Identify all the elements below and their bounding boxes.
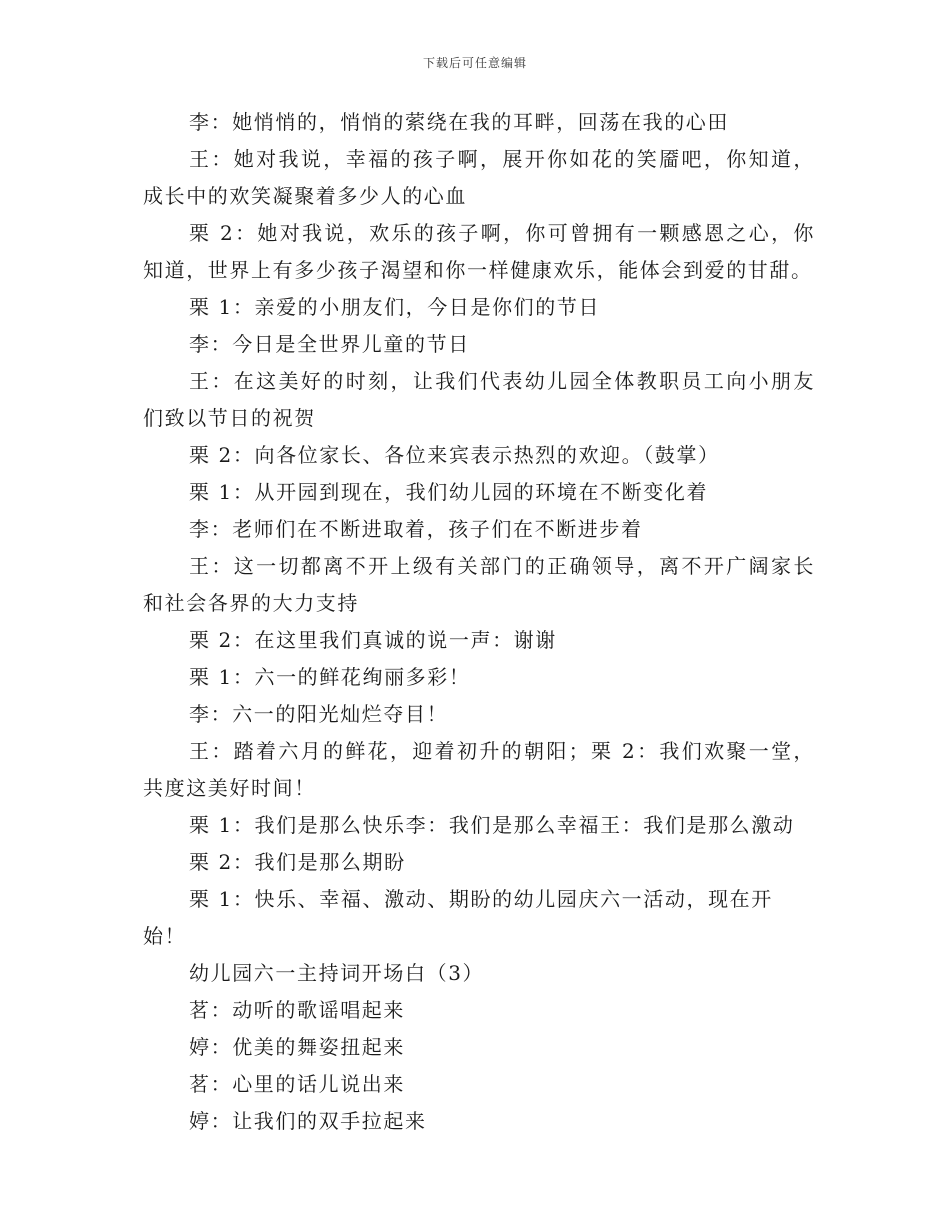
paragraph: 李：老师们在不断进取着，孩子们在不断进步着 bbox=[189, 517, 643, 541]
paragraph: 栗 1：我们是那么快乐李：我们是那么幸福王：我们是那么激动 bbox=[189, 813, 795, 837]
paragraph: 栗 2：向各位家长、各位来宾表示热烈的欢迎。（鼓掌） bbox=[189, 443, 720, 467]
page-header: 下载后可任意编辑 bbox=[422, 56, 527, 70]
document-body bbox=[143, 104, 815, 1140]
paragraph: 王：她对我说，幸福的孩子啊，展开你如花的笑靥吧，你知道，成长中的欢笑凝聚着多少人的心血 bbox=[143, 147, 815, 208]
paragraph: 王：在这美好的时刻，让我们代表幼儿园全体教职员工向小朋友们致以节日的祝贺 bbox=[143, 369, 815, 430]
paragraph: 栗 2：我们是那么期盼 bbox=[189, 850, 406, 874]
paragraph: 王：踏着六月的鲜花，迎着初升的朝阳；栗 2：我们欢聚一堂，共度这美好时间！ bbox=[143, 739, 815, 800]
paragraph: 婷：让我们的双手拉起来 bbox=[189, 1109, 427, 1133]
paragraph: 栗 2：她对我说，欢乐的孩子啊，你可曾拥有一颗感恩之心，你知道，世界上有多少孩子渴望和你一样健康欢乐，能体会到爱的甘甜。 bbox=[143, 221, 815, 282]
paragraph: 栗 1：六一的鲜花绚丽多彩！ bbox=[189, 665, 471, 689]
paragraph: 栗 1：快乐、幸福、激动、期盼的幼儿园庆六一活动，现在开始！ bbox=[143, 887, 773, 948]
paragraph: 王：这一切都离不开上级有关部门的正确领导，离不开广阔家长和社会各界的大力支持 bbox=[143, 554, 815, 615]
paragraph: 茗：动听的歌谣唱起来 bbox=[189, 998, 405, 1022]
paragraph: 栗 1：从开园到现在，我们幼儿园的环境在不断变化着 bbox=[189, 480, 709, 504]
paragraph: 茗：心里的话儿说出来 bbox=[189, 1072, 405, 1096]
paragraph: 李：她悄悄的，悄悄的萦绕在我的耳畔，回荡在我的心田 bbox=[189, 110, 729, 134]
paragraph: 李：六一的阳光灿烂夺目！ bbox=[189, 702, 449, 726]
paragraph: 栗 2：在这里我们真诚的说一声：谢谢 bbox=[189, 628, 557, 652]
section-heading: 幼儿园六一主持词开场白（3） bbox=[189, 961, 485, 985]
paragraph: 李：今日是全世界儿童的节日 bbox=[189, 332, 470, 356]
paragraph: 婷：优美的舞姿扭起来 bbox=[189, 1035, 405, 1059]
paragraph: 栗 1：亲爱的小朋友们，今日是你们的节日 bbox=[189, 295, 601, 319]
